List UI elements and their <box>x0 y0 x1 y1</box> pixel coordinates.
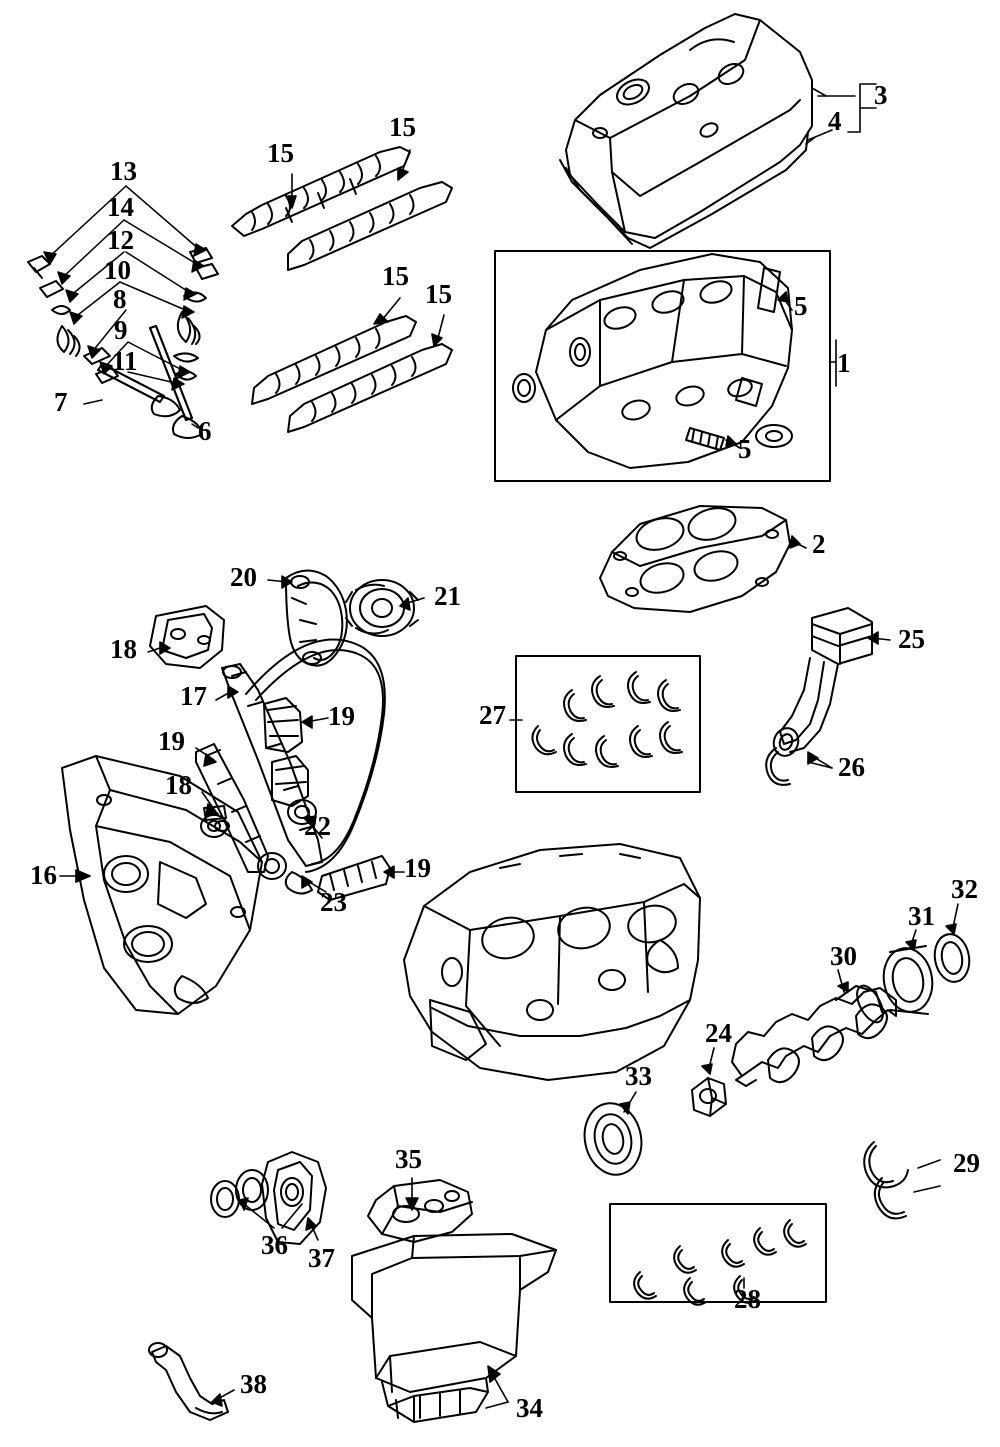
callout-6[interactable]: 6 <box>198 416 212 446</box>
callout-16[interactable]: 16 <box>30 860 57 890</box>
part-valve-cover <box>560 14 812 248</box>
part-cylinder-head-box <box>495 251 830 481</box>
callout-21[interactable]: 21 <box>434 581 461 611</box>
callout-15-d[interactable]: 15 <box>425 279 452 309</box>
callout-15-c[interactable]: 15 <box>382 261 409 291</box>
callout-34[interactable]: 34 <box>516 1393 543 1423</box>
callout-8[interactable]: 8 <box>113 284 127 314</box>
callout-38[interactable]: 38 <box>240 1369 267 1399</box>
callout-32[interactable]: 32 <box>951 874 978 904</box>
callout-23[interactable]: 23 <box>320 887 347 917</box>
callout-14[interactable]: 14 <box>107 192 134 222</box>
callout-31[interactable]: 31 <box>908 901 935 931</box>
part-camshaft-group <box>232 147 452 432</box>
callout-29[interactable]: 29 <box>953 1148 980 1178</box>
callout-9[interactable]: 9 <box>114 315 128 345</box>
callout-33[interactable]: 33 <box>625 1061 652 1091</box>
callout-1[interactable]: 1 <box>837 348 851 378</box>
callout-35[interactable]: 35 <box>395 1144 422 1174</box>
callout-18-b[interactable]: 18 <box>165 770 192 800</box>
callout-28[interactable]: 28 <box>734 1284 761 1314</box>
callout-27[interactable]: 27 <box>479 700 506 730</box>
part-engine-block <box>404 844 700 1080</box>
callout-11[interactable]: 11 <box>112 346 138 376</box>
leader-lines-20-21 <box>268 576 424 610</box>
part-thrust-bearings <box>864 1142 940 1218</box>
callout-25[interactable]: 25 <box>898 624 925 654</box>
callout-12[interactable]: 12 <box>107 225 134 255</box>
callout-15-a[interactable]: 15 <box>267 138 294 168</box>
part-timing-cover <box>62 756 262 1014</box>
callout-4[interactable]: 4 <box>828 106 842 136</box>
callout-36[interactable]: 36 <box>261 1230 288 1260</box>
callout-37[interactable]: 37 <box>308 1243 335 1273</box>
part-rod-bearing-set <box>610 1204 826 1305</box>
part-main-bearing-set <box>516 656 700 792</box>
callout-19-b[interactable]: 19 <box>158 726 185 756</box>
callout-24[interactable]: 24 <box>705 1018 732 1048</box>
part-chain-guides <box>150 606 390 900</box>
callout-22[interactable]: 22 <box>304 811 331 841</box>
part-front-seal <box>578 1098 648 1180</box>
part-head-gasket <box>600 503 790 612</box>
callout-30[interactable]: 30 <box>830 941 857 971</box>
callout-19-c[interactable]: 19 <box>404 853 431 883</box>
callout-10[interactable]: 10 <box>104 255 131 285</box>
callout-3[interactable]: 3 <box>874 80 888 110</box>
callout-18-a[interactable]: 18 <box>110 634 137 664</box>
callout-5-a[interactable]: 5 <box>794 291 808 321</box>
leader-lines-camshafts <box>288 150 444 346</box>
part-oil-pan-baffle <box>368 1180 472 1242</box>
callout-13[interactable]: 13 <box>110 156 137 186</box>
callout-26[interactable]: 26 <box>838 752 865 782</box>
callout-5-b[interactable]: 5 <box>738 434 752 464</box>
callout-7[interactable]: 7 <box>54 387 68 417</box>
callout-15-b[interactable]: 15 <box>389 112 416 142</box>
callout-19-a[interactable]: 19 <box>328 701 355 731</box>
part-crank-bolt <box>692 1078 726 1116</box>
callout-17[interactable]: 17 <box>180 681 207 711</box>
callout-20[interactable]: 20 <box>230 562 257 592</box>
callout-2[interactable]: 2 <box>812 529 826 559</box>
part-oil-pickup <box>149 1343 228 1420</box>
